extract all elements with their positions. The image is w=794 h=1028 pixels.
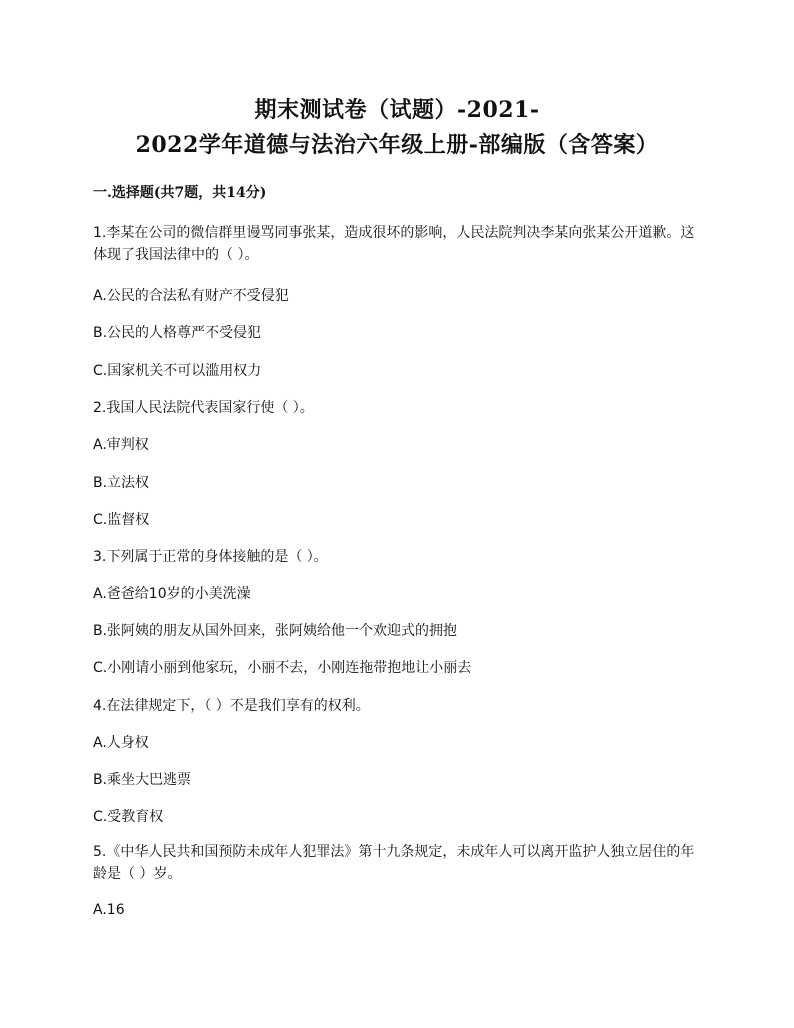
question-4-option-a: A.人身权: [93, 735, 149, 751]
question-2-option-b: B.立法权: [93, 475, 150, 491]
question-1-option-c: C.国家机关不可以滥用权力: [93, 363, 262, 379]
question-3-option-a: A.爸爸给10岁的小美洗澡: [93, 586, 251, 602]
question-5-option-a: A.16: [93, 902, 125, 918]
question-4-stem: 4.在法律规定下，（ ）不是我们享有的权利。: [93, 698, 370, 714]
question-2-stem: 2.我国人民法院代表国家行使（ ）。: [93, 400, 314, 416]
question-1-option-a: A.公民的合法私有财产不受侵犯: [93, 288, 289, 304]
section-heading: 一.选择题(共7题，共14分): [93, 185, 267, 201]
question-3-option-c: C.小刚请小丽到他家玩，小丽不去，小刚连拖带抱地让小丽去: [93, 660, 472, 676]
question-4-option-c: C.受教育权: [93, 809, 164, 825]
question-2-option-a: A.审判权: [93, 437, 149, 453]
question-2-option-c: C.监督权: [93, 512, 150, 528]
question-3-stem: 3.下列属于正常的身体接触的是（ ）。: [93, 549, 328, 565]
question-5-stem: 5.《中华人民共和国预防未成年人犯罪法》第十九条规定，未成年人可以离开监护人独立居住的年龄是（ ）岁。: [93, 844, 695, 882]
question-1-option-b: B.公民的人格尊严不受侵犯: [93, 325, 262, 341]
question-4-option-b: B.乘坐大巴逃票: [93, 772, 192, 788]
question-1-stem: 1.李某在公司的微信群里谩骂同事张某，造成很坏的影响，人民法院判决李某向张某公开道歉。这体现了我国法律中的（ ）。: [93, 225, 695, 263]
document-title-line-1: 期末测试卷（试题）-2021-: [254, 97, 540, 123]
question-3-option-b: B.张阿姨的朋友从国外回来，张阿姨给他一个欢迎式的拥抱: [93, 623, 458, 639]
document-title-line-2: 2022学年道德与法治六年级上册-部编版（含答案）: [135, 132, 659, 158]
